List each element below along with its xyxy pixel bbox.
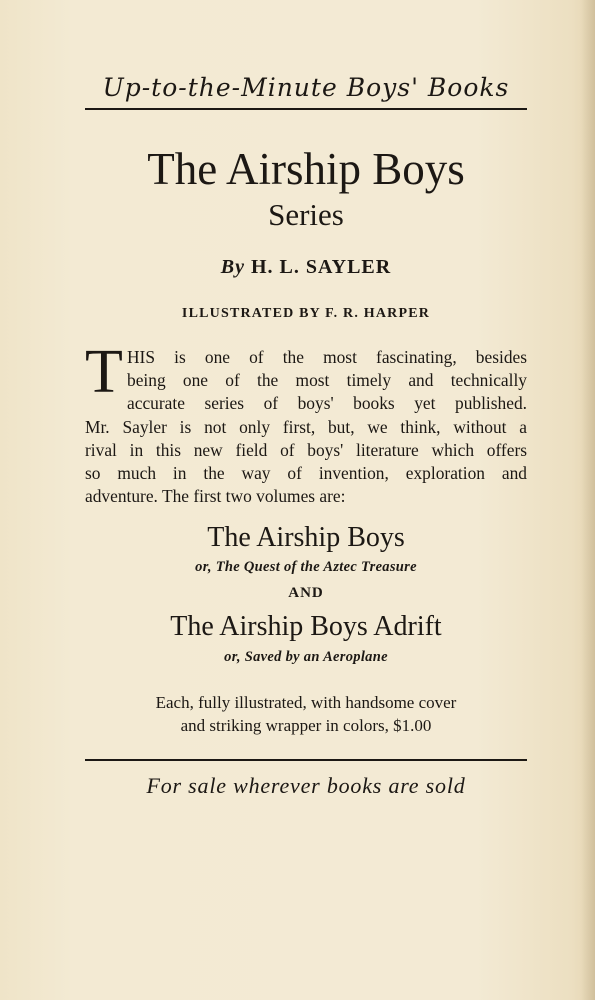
book-title: The Airship Boys Adrift (170, 611, 442, 642)
description-line: being one of the most timely and technically (127, 370, 527, 391)
conjunction: AND (288, 585, 324, 601)
description-line: accurate series of boys' books yet published. (127, 393, 527, 414)
series-title: The Airship Boys (147, 144, 465, 194)
author-line (85, 256, 527, 279)
series-subtitle: Series (268, 197, 344, 232)
page-edge-shadow (581, 0, 595, 1000)
description-line: HIS is one of the most fascinating, besides (127, 347, 527, 367)
drop-cap: T (85, 338, 123, 406)
book-subtitle: or, Saved by an Aeroplane (224, 649, 388, 665)
description-line: rival in this new field of boys' literature which offers (85, 439, 527, 460)
pricing-line: Each, fully illustrated, with handsome cover (155, 693, 457, 712)
description-line: Mr. Sayler is not only first, but, we think, without a (85, 416, 527, 437)
description-line: adventure. The first two volumes are: (85, 486, 346, 507)
book-title: The Airship Boys (207, 522, 405, 553)
bottom-rule (85, 759, 527, 761)
author-name: H. L. SAYLER (251, 256, 392, 278)
description-paragraph (85, 338, 527, 508)
header-tagline: Up-to-the-Minute Boys' Books (102, 73, 510, 102)
by-label: By (220, 256, 245, 278)
top-rule (85, 108, 527, 110)
footer-tagline: For sale wherever books are sold (146, 773, 466, 798)
pricing-line: and striking wrapper in colors, $1.00 (180, 716, 432, 735)
book-subtitle: or, The Quest of the Aztec Treasure (195, 559, 417, 575)
illustrator-line: ILLUSTRATED BY F. R. HARPER (181, 306, 431, 321)
description-line: so much in the way of invention, exploration and (85, 463, 527, 484)
